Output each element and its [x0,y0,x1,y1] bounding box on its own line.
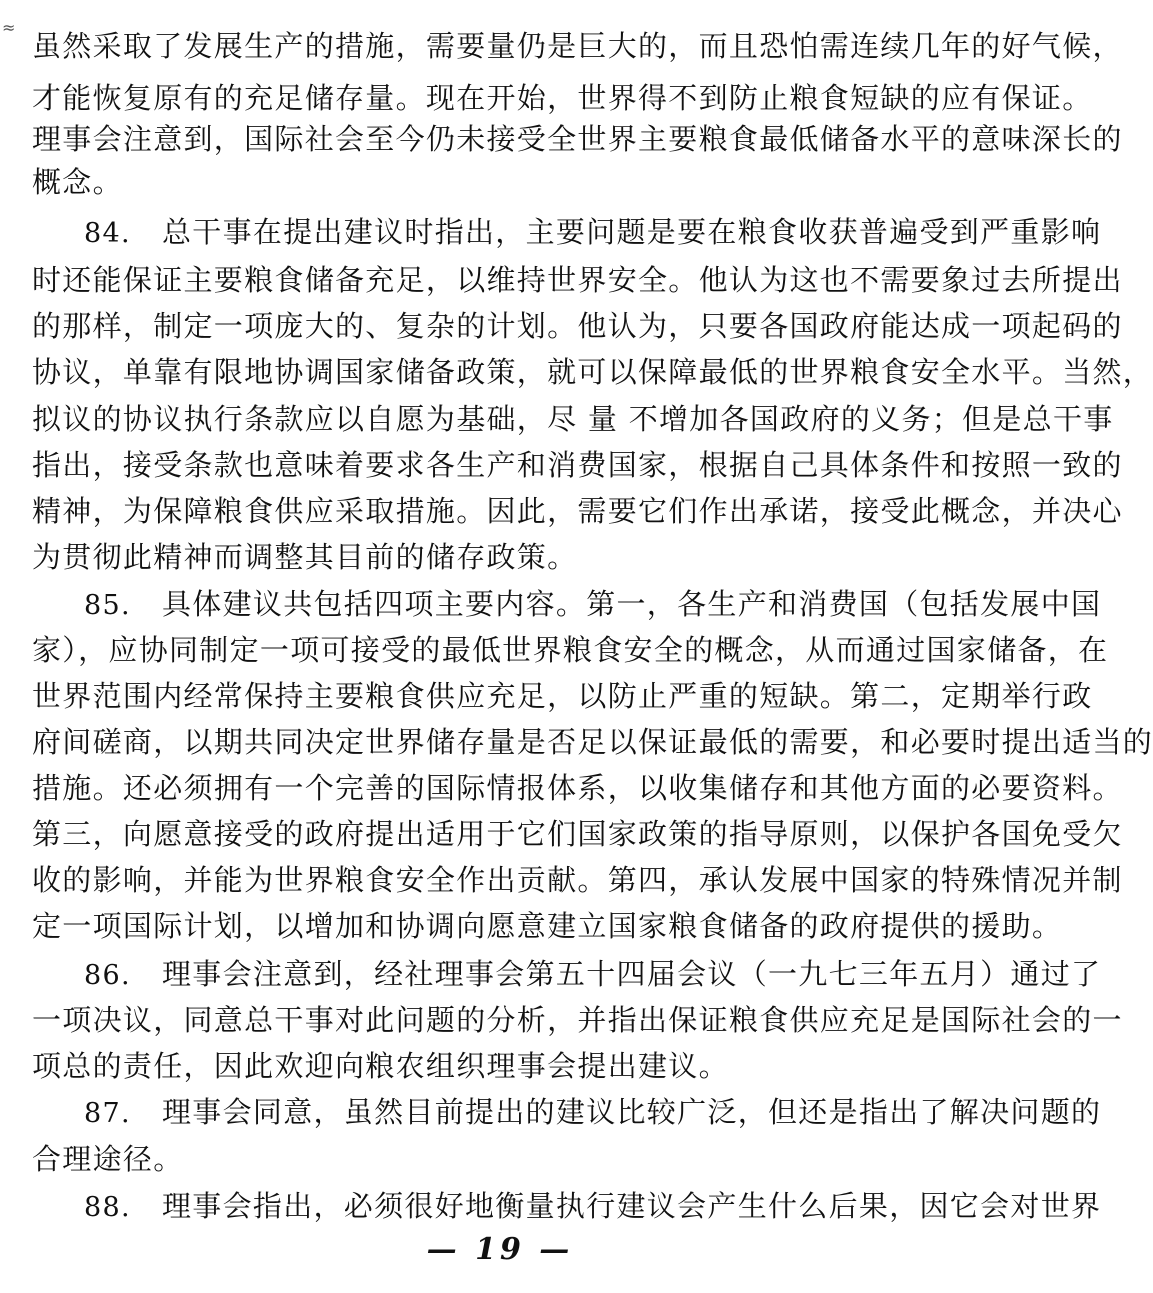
text-line: 为贯彻此精神而调整其目前的储存政策。 [32,540,578,574]
paragraph-text: 理事会同意，虽然目前提出的建议比较广泛，但还是指出了解决问题的 [162,1095,1102,1129]
text-line: 措施。还必须拥有一个完善的国际情报体系，以收集储存和其他方面的必要资料。 [32,771,1123,805]
paragraph-text: 具体建议共包括四项主要内容。第一，各生产和消费国（包括发展中国 [162,587,1102,621]
paragraph-number: 85. [84,590,131,621]
scan-edge-mark: ≈ [2,18,16,37]
paragraph-85-line [32,580,1102,628]
text-line: 时还能保证主要粮食储备充足，以维持世界安全。他认为这也不需要象过去所提出 [32,263,1123,297]
text-line: 概念。 [32,165,123,199]
text-line: 世界范围内经常保持主要粮食供应充足，以防止严重的短缺。第二，定期举行政 [32,679,1093,713]
paragraph-88-line [32,1182,1102,1230]
text-line: 协议，单靠有限地协调国家储备政策，就可以保障最低的世界粮食安全水平。当然， [32,355,1153,389]
text-line: 第三，向愿意接受的政府提出适用于它们国家政策的指导原则，以保护各国免受欠 [32,817,1123,851]
paragraph-86-line [32,950,1102,998]
paragraph-number: 88. [84,1192,131,1223]
paragraph-number: 87. [84,1098,131,1129]
text-line: 合理途径。 [32,1142,184,1176]
text-line: 府间磋商，以期共同决定世界储存量是否足以保证最低的需要，和必要时提出适当的 [32,725,1153,759]
text-line: 项总的责任，因此欢迎向粮农组织理事会提出建议。 [32,1049,729,1083]
text-line: 家），应协同制定一项可接受的最低世界粮食安全的概念，从而通过国家储备，在 [32,633,1109,667]
text-line: 虽然采取了发展生产的措施，需要量仍是巨大的，而且恐怕需连续几年的好气候， [32,29,1123,63]
paragraph-number: 86. [84,960,131,991]
text-line: 精神，为保障粮食供应采取措施。因此，需要它们作出承诺，接受此概念，并决心 [32,494,1123,528]
text-line: 收的影响，并能为世界粮食安全作出贡献。第四，承认发展中国家的特殊情况并制 [32,863,1123,897]
paragraph-87-line [32,1088,1102,1136]
paragraph-text: 理事会指出，必须很好地衡量执行建议会产生什么后果，因它会对世界 [162,1189,1102,1223]
paragraph-84-line [32,208,1102,256]
paragraph-number: 84. [84,218,131,249]
page-number: — 19 — [426,1232,574,1267]
text-line: 指出，接受条款也意味着要求各生产和消费国家，根据自己具体条件和按照一致的 [32,448,1123,482]
text-line: 拟议的协议执行条款应以自愿为基础，尽 量 不增加各国政府的义务；但是总干事 [32,402,1114,436]
text-line: 的那样，制定一项庞大的、复杂的计划。他认为，只要各国政府能达成一项起码的 [32,309,1123,343]
text-line: 才能恢复原有的充足储存量。现在开始，世界得不到防止粮食短缺的应有保证。 [32,81,1093,115]
text-line: 理事会注意到，国际社会至今仍未接受全世界主要粮食最低储备水平的意味深长的 [32,122,1123,156]
paragraph-text: 总干事在提出建议时指出，主要问题是要在粮食收获普遍受到严重影响 [162,215,1102,249]
text-line: 定一项国际计划，以增加和协调向愿意建立国家粮食储备的政府提供的援助。 [32,909,1063,943]
paragraph-text: 理事会注意到，经社理事会第五十四届会议（一九七三年五月）通过了 [162,957,1102,991]
text-line: 一项决议，同意总干事对此问题的分析，并指出保证粮食供应充足是国际社会的一 [32,1003,1123,1037]
